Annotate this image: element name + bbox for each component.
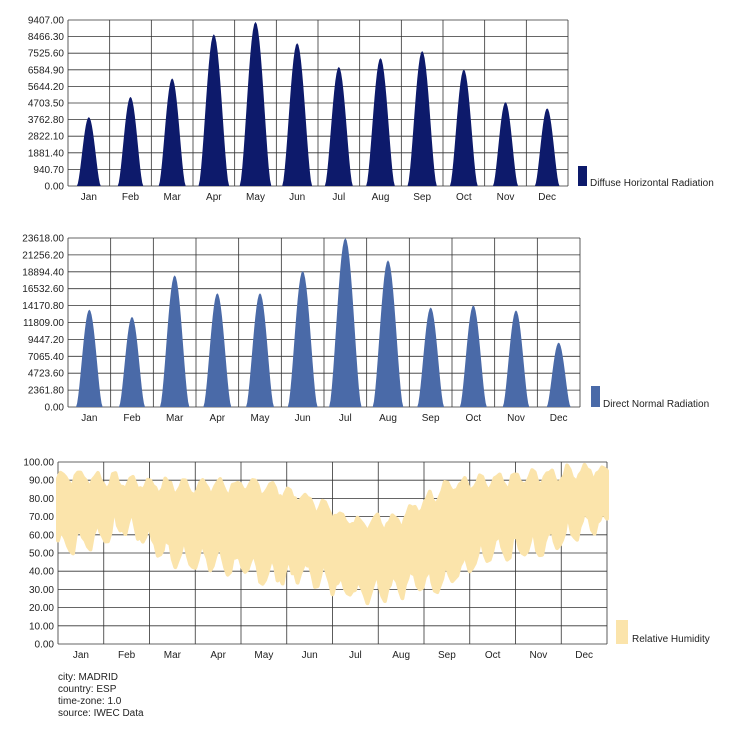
x-tick-label: Oct bbox=[465, 413, 482, 424]
area-mark bbox=[199, 34, 230, 186]
y-tick-label: 2822.10 bbox=[27, 131, 64, 143]
x-tick-label: Jun bbox=[301, 650, 318, 661]
x-tick-label: Jun bbox=[289, 192, 306, 203]
x-tick-label: Sep bbox=[421, 413, 440, 424]
y-tick-label: 11809.00 bbox=[23, 318, 64, 329]
area-mark bbox=[160, 275, 189, 407]
x-tick-label: Jan bbox=[81, 413, 98, 424]
area-mark bbox=[535, 108, 560, 186]
y-tick-label: 90.00 bbox=[28, 475, 54, 487]
x-tick-label: Dec bbox=[575, 650, 594, 661]
x-tick-label: Sep bbox=[413, 192, 432, 203]
x-tick-label: Aug bbox=[379, 413, 397, 424]
x-tick-label: Aug bbox=[371, 192, 390, 203]
area-mark bbox=[547, 343, 571, 407]
x-tick-label: May bbox=[246, 192, 265, 203]
x-tick-label: Oct bbox=[484, 650, 501, 661]
x-tick-label: Nov bbox=[529, 650, 548, 661]
x-tick-label: Jan bbox=[72, 650, 89, 661]
x-tick-label: May bbox=[254, 650, 274, 661]
y-tick-label: 80.00 bbox=[28, 493, 54, 505]
x-tick-label: Sep bbox=[437, 650, 456, 661]
y-tick-label: 40.00 bbox=[28, 566, 54, 578]
y-tick-label: 10.00 bbox=[28, 621, 54, 633]
legend-swatch bbox=[591, 386, 600, 407]
y-tick-label: 23618.00 bbox=[22, 233, 64, 245]
x-tick-label: Apr bbox=[210, 650, 226, 661]
y-tick-label: 70.00 bbox=[28, 512, 54, 524]
x-tick-label: Feb bbox=[123, 413, 141, 424]
y-tick-label: 8466.30 bbox=[27, 32, 64, 44]
y-tick-label: 5644.20 bbox=[27, 81, 64, 93]
area-mark bbox=[450, 70, 478, 186]
x-tick-label: Nov bbox=[496, 192, 515, 203]
y-tick-label: 7065.40 bbox=[27, 351, 64, 363]
area-mark bbox=[373, 260, 404, 407]
area-mark bbox=[325, 67, 353, 186]
area-mark bbox=[246, 293, 274, 407]
y-tick-label: 0.00 bbox=[44, 181, 64, 193]
x-tick-label: Aug bbox=[392, 650, 411, 661]
x-tick-label: Apr bbox=[209, 413, 226, 424]
area-mark bbox=[118, 97, 144, 186]
x-tick-label: Feb bbox=[118, 650, 136, 661]
y-tick-label: 3762.80 bbox=[27, 115, 64, 127]
y-tick-label: 100.00 bbox=[23, 457, 54, 469]
location-info bbox=[58, 672, 144, 720]
x-tick-label: Apr bbox=[206, 192, 222, 203]
relative-humidity-chart bbox=[23, 458, 709, 662]
y-tick-label: 2361.80 bbox=[27, 385, 64, 397]
area-mark bbox=[203, 293, 231, 407]
area-mark bbox=[366, 58, 395, 186]
area-mark bbox=[76, 310, 103, 407]
legend-swatch bbox=[578, 166, 587, 186]
legend-label: Diffuse Horizontal Radiation bbox=[590, 178, 714, 189]
y-tick-label: 9407.00 bbox=[27, 15, 64, 27]
y-tick-label: 60.00 bbox=[28, 530, 54, 542]
y-tick-label: 940.70 bbox=[33, 164, 64, 176]
y-tick-label: 50.00 bbox=[28, 548, 54, 560]
y-tick-label: 4703.50 bbox=[27, 98, 64, 110]
y-tick-label: 9447.20 bbox=[27, 334, 64, 346]
x-tick-label: Jul bbox=[348, 650, 362, 661]
x-tick-label: Jul bbox=[338, 413, 352, 424]
y-tick-label: 16532.60 bbox=[22, 284, 64, 296]
timezone-label: time-zone: 1.0 bbox=[58, 696, 122, 707]
y-tick-label: 0.00 bbox=[34, 639, 54, 651]
area-mark bbox=[282, 43, 312, 186]
y-tick-label: 30.00 bbox=[28, 584, 54, 596]
y-tick-label: 14170.80 bbox=[22, 301, 64, 313]
x-tick-label: Mar bbox=[166, 413, 184, 424]
x-tick-label: Nov bbox=[507, 413, 525, 424]
y-tick-label: 1881.40 bbox=[27, 148, 64, 160]
source-label: source: IWEC Data bbox=[58, 708, 144, 719]
x-tick-label: Mar bbox=[163, 650, 181, 661]
x-tick-label: Mar bbox=[163, 192, 181, 203]
x-tick-label: May bbox=[250, 413, 270, 424]
x-tick-label: Jun bbox=[294, 413, 311, 424]
x-tick-label: Jan bbox=[80, 192, 97, 203]
y-tick-label: 20.00 bbox=[28, 603, 54, 615]
city-label: city: MADRID bbox=[58, 672, 118, 683]
y-tick-label: 6584.90 bbox=[27, 65, 64, 77]
x-tick-label: Jul bbox=[332, 192, 346, 203]
country-label: country: ESP bbox=[58, 684, 117, 695]
y-tick-label: 18894.40 bbox=[22, 267, 64, 279]
y-tick-label: 7525.60 bbox=[27, 48, 64, 60]
y-tick-label: 0.00 bbox=[44, 402, 64, 414]
direct-normal-radiation-chart bbox=[22, 234, 709, 425]
area-mark bbox=[408, 51, 437, 186]
area-mark bbox=[159, 78, 186, 186]
y-tick-label: 4723.60 bbox=[27, 368, 64, 380]
x-tick-label: Feb bbox=[121, 192, 140, 203]
legend-swatch bbox=[616, 620, 628, 644]
x-tick-label: Oct bbox=[456, 192, 472, 203]
area-mark bbox=[77, 117, 101, 186]
legend-label: Relative Humidity bbox=[632, 634, 710, 645]
area-mark bbox=[493, 102, 518, 186]
area-mark bbox=[119, 317, 145, 407]
x-tick-label: Dec bbox=[538, 192, 557, 203]
area-mark bbox=[240, 22, 272, 186]
legend-label: Direct Normal Radiation bbox=[603, 399, 710, 410]
diffuse-horizontal-radiation-chart bbox=[28, 16, 714, 204]
y-tick-label: 21256.20 bbox=[22, 250, 64, 262]
area-mark bbox=[503, 310, 530, 407]
x-tick-label: Dec bbox=[549, 413, 568, 424]
